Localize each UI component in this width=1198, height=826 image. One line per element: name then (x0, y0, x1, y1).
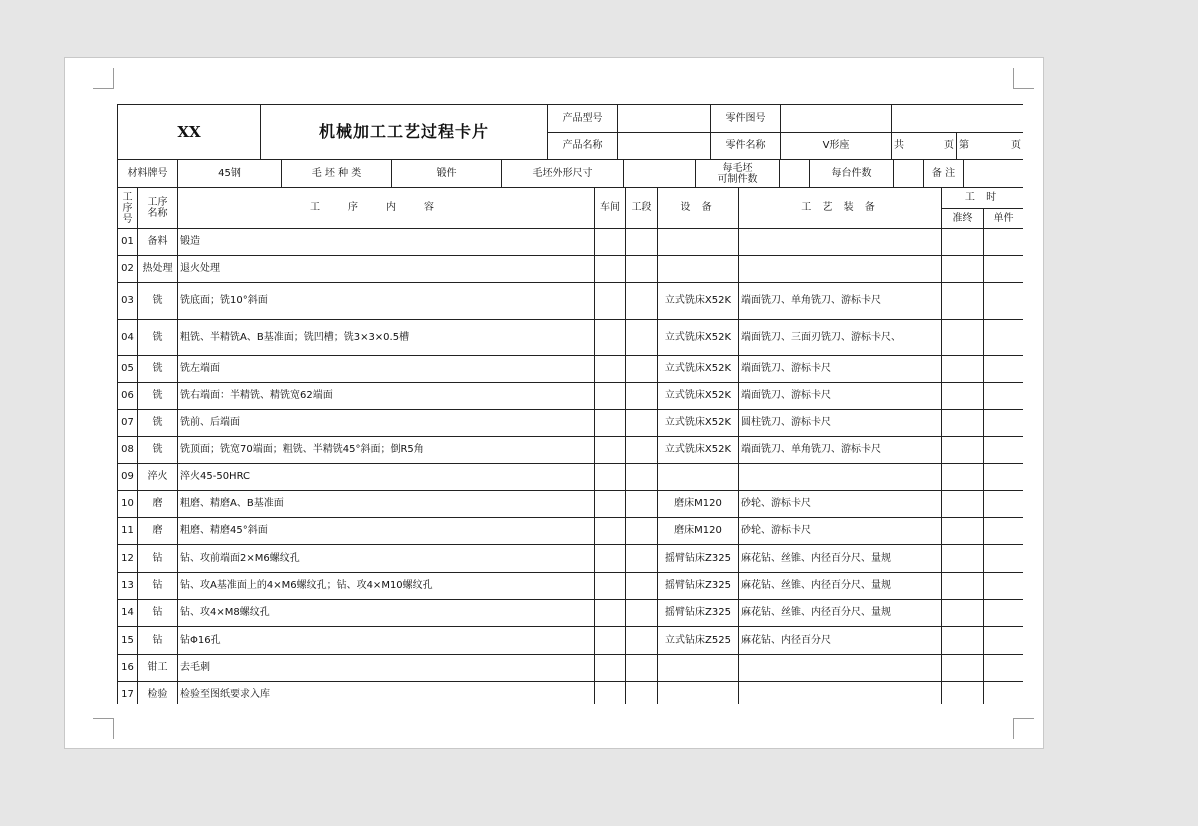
equipment-cell[interactable] (658, 256, 739, 283)
unit-time-cell[interactable] (984, 518, 1024, 545)
tooling-cell[interactable]: 麻花钻、内径百分尺 (739, 627, 942, 655)
product-name-label: 产品名称 (548, 133, 618, 160)
section-cell[interactable] (626, 383, 658, 410)
unit-time-cell[interactable] (984, 627, 1024, 655)
step-name-cell: 钻 (138, 600, 178, 627)
remark-label: 备 注 (924, 160, 964, 188)
table-row (118, 356, 1024, 383)
part-name-value[interactable]: V形座 (781, 133, 892, 160)
workshop-cell[interactable] (595, 655, 626, 682)
unit-time-cell[interactable] (984, 283, 1024, 320)
equipment-cell[interactable]: 摇臂钻床Z325 (658, 600, 739, 627)
table-row (118, 627, 1024, 655)
material-grade-value[interactable]: 45钢 (178, 160, 282, 188)
step-name-cell: 检验 (138, 682, 178, 705)
equipment-cell[interactable] (658, 655, 739, 682)
prep-time-cell[interactable] (942, 383, 984, 410)
total-label: 共 (894, 140, 904, 151)
table-row (118, 600, 1024, 627)
step-number-cell: 17 (118, 682, 138, 705)
step-number-cell: 08 (118, 437, 138, 464)
unit-time-cell[interactable] (984, 410, 1024, 437)
table-row (118, 283, 1024, 320)
step-content-cell[interactable]: 钻Φ16孔 (178, 627, 595, 655)
workshop-cell[interactable] (595, 545, 626, 573)
section-cell[interactable] (626, 573, 658, 600)
crop-mark-top-left (93, 68, 114, 89)
step-name-cell: 铣 (138, 383, 178, 410)
step-number-cell: 02 (118, 256, 138, 283)
process-card (117, 104, 1023, 704)
equipment-cell[interactable]: 摇臂钻床Z325 (658, 573, 739, 600)
step-number-cell: 14 (118, 600, 138, 627)
table-row (118, 410, 1024, 437)
per-unit-value[interactable] (894, 160, 924, 188)
unit-time-cell[interactable] (984, 655, 1024, 682)
workshop-cell[interactable] (595, 320, 626, 356)
equipment-cell[interactable]: 磨床M120 (658, 491, 739, 518)
crop-mark-bottom-right (1013, 718, 1034, 739)
table-row (118, 573, 1024, 600)
unit-time-cell[interactable] (984, 256, 1024, 283)
section-cell[interactable] (626, 627, 658, 655)
step-content-cell[interactable]: 铣左端面 (178, 356, 595, 383)
tooling-cell[interactable]: 麻花钻、丝锥、内径百分尺、量规 (739, 573, 942, 600)
tooling-cell[interactable]: 端面铣刀、单角铣刀、游标卡尺 (739, 283, 942, 320)
table-row (118, 464, 1024, 491)
unit-time-cell[interactable] (984, 356, 1024, 383)
tooling-cell[interactable]: 麻花钻、丝锥、内径百分尺、量规 (739, 545, 942, 573)
unit-time-cell[interactable] (984, 545, 1024, 573)
remark-value[interactable] (964, 160, 1024, 188)
table-row (118, 229, 1024, 256)
equipment-cell[interactable]: 立式钻床Z525 (658, 627, 739, 655)
step-name-cell: 备料 (138, 229, 178, 256)
unit-time-cell[interactable] (984, 383, 1024, 410)
col-header-section: 工段 (626, 188, 658, 229)
step-number-cell: 06 (118, 383, 138, 410)
workshop-cell[interactable] (595, 464, 626, 491)
step-content-cell[interactable]: 铣前、后端面 (178, 410, 595, 437)
tooling-cell[interactable] (739, 655, 942, 682)
equipment-cell[interactable]: 立式铣床X52K (658, 410, 739, 437)
product-name-value[interactable] (618, 133, 711, 160)
equipment-cell[interactable]: 立式铣床X52K (658, 383, 739, 410)
table-row (118, 491, 1024, 518)
table-row (118, 545, 1024, 573)
step-content-cell[interactable]: 粗磨、精磨A、B基准面 (178, 491, 595, 518)
step-name-cell: 钻 (138, 573, 178, 600)
step-number-cell: 10 (118, 491, 138, 518)
step-content-cell[interactable]: 钻、攻前端面2×M6螺纹孔 (178, 545, 595, 573)
section-cell[interactable] (626, 464, 658, 491)
product-model-label: 产品型号 (548, 105, 618, 133)
workshop-cell[interactable] (595, 229, 626, 256)
step-number-cell: 13 (118, 573, 138, 600)
total-pages-cell (892, 133, 957, 160)
table-row (118, 320, 1024, 356)
prep-time-cell[interactable] (942, 518, 984, 545)
crop-mark-top-right (1013, 68, 1034, 89)
prep-time-cell[interactable] (942, 491, 984, 518)
page-unit: 页 (1011, 140, 1021, 151)
page-label: 第 (959, 140, 969, 151)
per-blank-label (696, 160, 780, 188)
page-number-cell (957, 133, 1024, 160)
section-cell[interactable] (626, 682, 658, 705)
process-table (117, 187, 1023, 704)
step-name-cell: 磨 (138, 518, 178, 545)
unit-time-cell[interactable] (984, 437, 1024, 464)
part-name-label: 零件名称 (711, 133, 781, 160)
step-content-cell[interactable]: 铣底面；铣10°斜面 (178, 283, 595, 320)
step-number-cell: 05 (118, 356, 138, 383)
workshop-cell[interactable] (595, 627, 626, 655)
unit-time-cell[interactable] (984, 573, 1024, 600)
equipment-cell[interactable]: 立式铣床X52K (658, 356, 739, 383)
total-page-unit: 页 (944, 140, 954, 151)
tooling-cell[interactable] (739, 464, 942, 491)
material-row (117, 159, 1023, 188)
step-name-cell: 铣 (138, 283, 178, 320)
prep-time-cell[interactable] (942, 573, 984, 600)
workshop-cell[interactable] (595, 573, 626, 600)
step-number-cell: 12 (118, 545, 138, 573)
section-cell[interactable] (626, 229, 658, 256)
col-header-name (138, 188, 178, 229)
unit-time-cell[interactable] (984, 682, 1024, 705)
prep-time-cell[interactable] (942, 464, 984, 491)
unit-time-cell[interactable] (984, 229, 1024, 256)
step-name-cell: 铣 (138, 356, 178, 383)
tooling-cell[interactable]: 圆柱铣刀、游标卡尺 (739, 410, 942, 437)
equipment-cell[interactable] (658, 229, 739, 256)
tooling-cell[interactable]: 砂轮、游标卡尺 (739, 491, 942, 518)
section-cell[interactable] (626, 356, 658, 383)
unit-time-cell[interactable] (984, 464, 1024, 491)
step-name-cell: 钻 (138, 627, 178, 655)
equipment-cell[interactable] (658, 464, 739, 491)
prep-time-cell[interactable] (942, 600, 984, 627)
tooling-cell[interactable]: 砂轮、游标卡尺 (739, 518, 942, 545)
step-name-cell: 钻 (138, 545, 178, 573)
per-blank-label-line1: 每毛坯 (722, 162, 753, 174)
step-name-cell: 铣 (138, 320, 178, 356)
step-content-cell[interactable]: 锻造 (178, 229, 595, 256)
equipment-cell[interactable]: 立式铣床X52K (658, 320, 739, 356)
workshop-cell[interactable] (595, 437, 626, 464)
section-cell[interactable] (626, 600, 658, 627)
tooling-cell[interactable]: 端面铣刀、单角铣刀、游标卡尺 (739, 437, 942, 464)
tooling-cell[interactable]: 端面铣刀、游标卡尺 (739, 356, 942, 383)
col-header-seq: 工序号 (118, 188, 138, 229)
tooling-cell[interactable]: 端面铣刀、游标卡尺 (739, 383, 942, 410)
tooling-cell[interactable] (739, 682, 942, 705)
prep-time-cell[interactable] (942, 410, 984, 437)
step-content-cell[interactable]: 钻、攻A基准面上的4×M6螺纹孔；钻、攻4×M10螺纹孔 (178, 573, 595, 600)
equipment-cell[interactable]: 立式铣床X52K (658, 283, 739, 320)
workshop-cell[interactable] (595, 256, 626, 283)
step-name-cell: 铣 (138, 410, 178, 437)
per-unit-label: 每台件数 (810, 160, 894, 188)
step-name-cell: 钳工 (138, 655, 178, 682)
step-number-cell: 16 (118, 655, 138, 682)
col-header-tooling: 工 艺 装 备 (739, 188, 942, 229)
crop-mark-bottom-left (93, 718, 114, 739)
document-page (64, 57, 1044, 749)
step-content-cell[interactable]: 粗铣、半精铣A、B基准面；铣凹槽；铣3×3×0.5槽 (178, 320, 595, 356)
step-number-cell: 04 (118, 320, 138, 356)
process-rows (118, 229, 1024, 705)
prep-time-cell[interactable] (942, 283, 984, 320)
table-row (118, 437, 1024, 464)
company-logo: XX (118, 105, 261, 160)
workshop-cell[interactable] (595, 410, 626, 437)
prep-time-cell[interactable] (942, 356, 984, 383)
step-number-cell: 03 (118, 283, 138, 320)
workshop-cell[interactable] (595, 491, 626, 518)
step-content-cell[interactable]: 钻、攻4×M8螺纹孔 (178, 600, 595, 627)
section-cell[interactable] (626, 256, 658, 283)
tooling-cell[interactable] (739, 256, 942, 283)
col-header-name-line2: 名称 (147, 208, 168, 219)
tooling-cell[interactable] (739, 229, 942, 256)
part-drawing-value[interactable] (781, 105, 892, 133)
card-header (117, 104, 1023, 160)
equipment-cell[interactable]: 磨床M120 (658, 518, 739, 545)
card-title: 机械加工工艺过程卡片 (261, 105, 548, 160)
step-number-cell: 11 (118, 518, 138, 545)
table-row (118, 655, 1024, 682)
step-content-cell[interactable]: 铣顶面；铣宽70端面；粗铣、半精铣45°斜面；倒R5角 (178, 437, 595, 464)
section-cell[interactable] (626, 545, 658, 573)
equipment-cell[interactable] (658, 682, 739, 705)
workshop-cell[interactable] (595, 682, 626, 705)
prep-time-cell[interactable] (942, 437, 984, 464)
col-header-workshop: 车间 (595, 188, 626, 229)
header-blank-cell (892, 105, 1024, 133)
step-content-cell[interactable]: 去毛刺 (178, 655, 595, 682)
section-cell[interactable] (626, 655, 658, 682)
part-drawing-label: 零件图号 (711, 105, 781, 133)
per-blank-value[interactable] (780, 160, 810, 188)
step-content-cell[interactable]: 检验至图纸要求入库 (178, 682, 595, 705)
prep-time-cell[interactable] (942, 627, 984, 655)
step-content-cell[interactable]: 退火处理 (178, 256, 595, 283)
col-header-equipment: 设 备 (658, 188, 739, 229)
crop-mark-extension (93, 88, 113, 89)
step-number-cell: 15 (118, 627, 138, 655)
material-grade-label: 材料牌号 (118, 160, 178, 188)
step-name-cell: 磨 (138, 491, 178, 518)
workshop-cell[interactable] (595, 518, 626, 545)
product-model-value[interactable] (618, 105, 711, 133)
equipment-cell[interactable]: 立式铣床X52K (658, 437, 739, 464)
blank-type-label: 毛 坯 种 类 (282, 160, 392, 188)
section-cell[interactable] (626, 518, 658, 545)
step-name-cell: 淬火 (138, 464, 178, 491)
section-cell[interactable] (626, 410, 658, 437)
col-header-content: 工序内容 (178, 188, 595, 229)
step-number-cell: 09 (118, 464, 138, 491)
step-number-cell: 01 (118, 229, 138, 256)
prep-time-cell[interactable] (942, 655, 984, 682)
workshop-cell[interactable] (595, 600, 626, 627)
col-header-name-line1: 工序 (147, 197, 168, 208)
section-cell[interactable] (626, 437, 658, 464)
col-header-unit: 单件 (984, 209, 1024, 229)
prep-time-cell[interactable] (942, 682, 984, 705)
table-row (118, 518, 1024, 545)
per-blank-label-line2: 可制件数 (717, 173, 758, 185)
unit-time-cell[interactable] (984, 491, 1024, 518)
section-cell[interactable] (626, 320, 658, 356)
col-header-prep: 准终 (942, 209, 984, 229)
prep-time-cell[interactable] (942, 256, 984, 283)
tooling-cell[interactable]: 端面铣刀、三面刃铣刀、游标卡尺、 (739, 320, 942, 356)
step-content-cell[interactable]: 淬火45-50HRC (178, 464, 595, 491)
unit-time-cell[interactable] (984, 320, 1024, 356)
step-name-cell: 铣 (138, 437, 178, 464)
table-row (118, 682, 1024, 705)
col-header-time: 工 时 (942, 188, 1024, 209)
prep-time-cell[interactable] (942, 545, 984, 573)
equipment-cell[interactable]: 摇臂钻床Z325 (658, 545, 739, 573)
section-cell[interactable] (626, 283, 658, 320)
prep-time-cell[interactable] (942, 229, 984, 256)
tooling-cell[interactable]: 麻花钻、丝锥、内径百分尺、量规 (739, 600, 942, 627)
workshop-cell[interactable] (595, 383, 626, 410)
section-cell[interactable] (626, 491, 658, 518)
step-content-cell[interactable]: 铣右端面：半精铣、精铣宽62端面 (178, 383, 595, 410)
step-number-cell: 07 (118, 410, 138, 437)
prep-time-cell[interactable] (942, 320, 984, 356)
unit-time-cell[interactable] (984, 600, 1024, 627)
table-row (118, 256, 1024, 283)
workshop-cell[interactable] (595, 356, 626, 383)
blank-size-value[interactable] (624, 160, 696, 188)
step-name-cell: 热处理 (138, 256, 178, 283)
blank-type-value[interactable]: 锻件 (392, 160, 502, 188)
blank-size-label: 毛坯外形尺寸 (502, 160, 624, 188)
table-row (118, 383, 1024, 410)
step-content-cell[interactable]: 粗磨、精磨45°斜面 (178, 518, 595, 545)
workshop-cell[interactable] (595, 283, 626, 320)
